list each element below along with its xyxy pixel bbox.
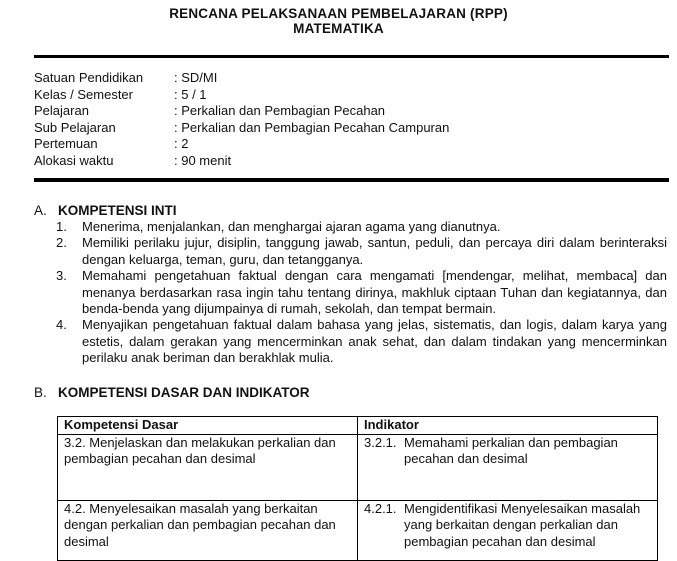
section-letter: A. — [34, 203, 47, 218]
indicator-number: 3.2.1. — [364, 434, 397, 450]
indicator-number: 4.2.1. — [364, 500, 397, 516]
identity-value: : SD/MI — [174, 70, 218, 85]
identity-value: : 5 / 1 — [174, 86, 207, 102]
item-number: 3. — [56, 268, 67, 284]
item-text: Menyajikan pengetahuan faktual dalam bahasa yang jelas, sistematis, dan logis, dalam karya yang estetis, dalam gerakan yang mencerminkan anak sehat, dan dalam tindakan yang mencerminkan perilaku anak beriman dan berakhlak mulia. — [82, 317, 667, 366]
identity-row — [34, 136, 449, 153]
indicator-text: Memahami perkalian dan pembagian pecahan dan desimal — [404, 434, 618, 466]
indicator-cell — [358, 500, 658, 560]
column-header-indicator: Indikator — [358, 417, 658, 435]
identity-label: Satuan Pendidikan — [34, 70, 144, 85]
identity-row — [34, 103, 449, 120]
item-number: 4. — [56, 317, 67, 333]
indicator-entry — [364, 501, 651, 551]
table-header-row — [58, 417, 658, 435]
identity-label: Pelajaran — [34, 103, 89, 118]
identity-label: Alokasi waktu — [34, 152, 114, 168]
table-row — [58, 434, 658, 500]
table-row — [58, 500, 658, 560]
indicator-text: Mengidentifikasi Menyelesaikan masalah yang berkaitan dengan perkalian dan pembagian pecahan dan desimal — [404, 500, 641, 549]
column-header-kd: Kompetensi Dasar — [58, 417, 358, 435]
item-text: Memahami pengetahuan faktual dengan cara mengamati [mendengar, melihat, membaca] dan menanya berdasarkan rasa ingin tahu tentang dirinya, makhluk ciptaan Tuhan dan kegiatannya, dan benda-benda yang dijumpainya di rumah, sekolah, dan tempat bermain. — [82, 268, 667, 317]
kd-cell: 3.2. Menjelaskan dan melakukan perkalian dan pembagian pecahan dan desimal — [58, 434, 358, 500]
document-subtitle: MATEMATIKA — [293, 21, 384, 36]
identity-block — [34, 70, 449, 169]
competency-table — [57, 416, 658, 561]
identity-label: Kelas / Semester — [34, 86, 133, 102]
identity-row — [34, 153, 449, 170]
identity-label: Sub Pelajaran — [34, 119, 116, 135]
identity-value: : 2 — [174, 136, 189, 151]
identity-divider — [34, 178, 669, 182]
section-letter: B. — [34, 385, 47, 400]
section-title: KOMPETENSI DASAR DAN INDIKATOR — [58, 385, 310, 400]
document-title: RENCANA PELAKSANAAN PEMBELAJARAN (RPP) — [169, 6, 508, 21]
indicator-cell — [358, 434, 658, 500]
identity-value: : Perkalian dan Pembagian Pecahan Campuran — [174, 119, 450, 135]
header-divider — [34, 55, 669, 58]
kd-cell: 4.2. Menyelesaikan masalah yang berkaitan dengan perkalian dan pembagian pecahan dan desimal — [58, 500, 358, 560]
identity-value: : 90 menit — [174, 152, 232, 168]
item-text: Memiliki perilaku jujur, disiplin, tanggung jawab, santun, peduli, dan percaya diri dalam berinteraksi dengan keluarga, teman, guru, dan tetangganya. — [82, 235, 667, 267]
indicator-entry — [364, 435, 651, 468]
identity-row — [34, 70, 449, 87]
section-title: KOMPETENSI INTI — [58, 203, 177, 218]
list-item — [56, 219, 667, 235]
identity-value: : Perkalian dan Pembagian Pecahan — [174, 103, 386, 118]
item-number: 2. — [56, 235, 67, 251]
list-item — [56, 268, 667, 317]
list-item — [56, 235, 667, 268]
section-b-heading — [34, 385, 310, 400]
item-number: 1. — [56, 219, 67, 234]
section-a-heading — [34, 203, 177, 218]
identity-label: Pertemuan — [34, 136, 98, 151]
identity-row — [34, 120, 449, 137]
list-item — [56, 317, 667, 366]
identity-row — [34, 87, 449, 104]
item-text: Menerima, menjalankan, dan menghargai ajaran agama yang dianutnya. — [82, 219, 501, 234]
core-competency-list — [56, 219, 667, 367]
